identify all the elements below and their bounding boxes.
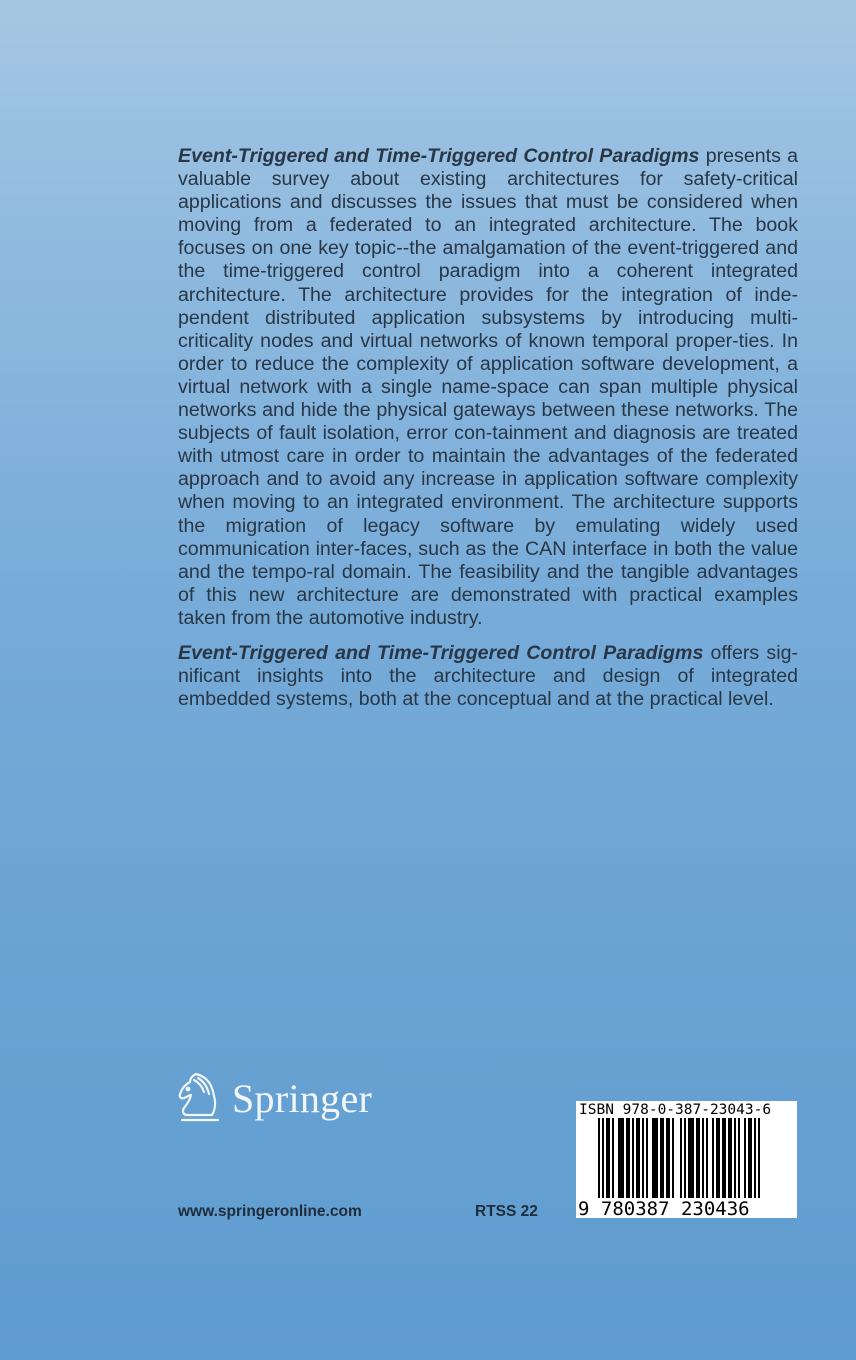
barcode-bar — [744, 1118, 746, 1198]
barcode-bar — [618, 1118, 624, 1198]
barcode-bar — [716, 1118, 720, 1198]
barcode-bar — [626, 1118, 630, 1198]
barcode-bar — [612, 1118, 614, 1198]
book-title-italic: Event-Triggered and Time-Triggered Control Paradigms — [178, 641, 704, 664]
barcode-bar — [636, 1118, 640, 1198]
barcode-bar — [696, 1118, 700, 1198]
barcode-bar — [660, 1118, 664, 1198]
barcode-bar — [642, 1118, 644, 1198]
series-number: RTSS 22 — [475, 1203, 538, 1220]
description-text-1: presents a valuable survey about existing architectures for safety-critical applications and discusses the issues that must be considered when moving from a federated to an integrated architecture. The book focuses on one key topic--the amalgamation of the event-triggered and the time-triggered control paradigm into a coherent integrated architecture. The architecture provides for the integration of inde-pendent distributed application subsystems by introducing multi-criticality nodes and virtual networks of known temporal proper-ties. In order to reduce the complexity of application software development, a virtual network with a single name-space can span multiple physical networks and hide the physical gateways between these networks. The subjects of fault isolation, error con-tainment and diagnosis are treated with utmost care in order to maintain the advantages of the federated approach and to avoid any increase in application software complexity when moving to an integrated environment. The architecture supports the migration of legacy software by emulating widely used communication inter-faces, such as the CAN interface in both the value and the tempo-ral domain. The feasibility and the tangible advantages of this new architecture are demonstrated with practical examples taken from the automotive industry. — [178, 145, 799, 629]
back-cover-description — [178, 145, 798, 723]
publisher-website: www.springeronline.com — [178, 1203, 362, 1220]
description-paragraph-2 — [178, 642, 798, 711]
horse-head-icon — [176, 1070, 224, 1126]
barcode-bar — [702, 1118, 704, 1198]
barcode-bar — [632, 1118, 634, 1198]
publisher-name: Springer — [232, 1075, 373, 1121]
springer-logo — [176, 1068, 372, 1128]
barcode-bar — [748, 1118, 752, 1198]
barcode-bar — [606, 1118, 610, 1198]
isbn-label: ISBN 978-0-387-23043-6 — [579, 1102, 772, 1118]
barcode-bar — [646, 1118, 648, 1198]
barcode-bar — [672, 1118, 674, 1198]
barcode-bars — [576, 1118, 797, 1218]
barcode-bar — [734, 1118, 736, 1198]
barcode-bar — [688, 1118, 694, 1198]
description-text-2: offers sig-nificant insights into the architecture and design of integrated embedded systems, both at the conceptual and at the practical level. — [178, 641, 798, 711]
barcode-bar — [722, 1118, 726, 1198]
isbn-barcode — [576, 1101, 797, 1218]
description-paragraph-1 — [178, 145, 798, 630]
book-title-italic: Event-Triggered and Time-Triggered Control Paradigms — [178, 145, 700, 167]
barcode-bar — [666, 1118, 670, 1198]
barcode-bar — [728, 1118, 732, 1198]
barcode-bar — [652, 1118, 658, 1198]
barcode-bar — [712, 1118, 714, 1198]
barcode-bar — [738, 1118, 740, 1198]
barcode-bar — [706, 1118, 708, 1198]
ean-digits: 9 780387 230436 — [578, 1198, 750, 1218]
